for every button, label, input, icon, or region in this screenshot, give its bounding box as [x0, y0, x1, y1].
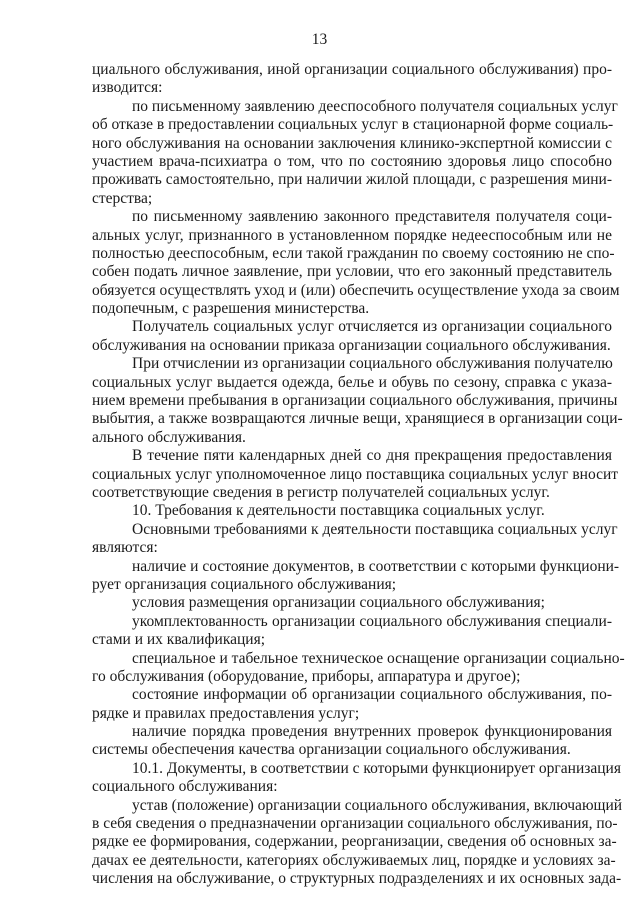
text-line: рядке и правилах предоставления услуг;	[92, 704, 360, 722]
text-line: В течение пяти календарных дней со дня прекращения предоставления	[132, 447, 612, 465]
paragraph	[92, 686, 612, 723]
paragraph	[92, 97, 618, 208]
text-line: 10.1. Документы, в соответствии с которыми функционирует организация	[132, 759, 621, 777]
paragraph	[92, 447, 619, 502]
text-line: числения на обслуживание, о структурных подразделениях и их основных зада-	[92, 870, 622, 888]
text-line: стерства;	[92, 189, 153, 207]
text-line: го обслуживания (оборудование, приборы, аппаратура и другое);	[92, 667, 521, 685]
text-line: по письменному заявлению дееспособного получателя социальных услуг	[132, 97, 618, 115]
text-line: обязуется осуществлять уход и (или) обеспечить осуществление ухода за своим	[92, 281, 620, 299]
document-body	[92, 61, 625, 889]
text-line: изводится:	[92, 79, 163, 97]
text-line: состояние информации об организации социального обслуживания, по-	[132, 686, 612, 704]
text-line: рядке ее формирования, содержании, реорганизации, сведения об основных за-	[92, 833, 617, 851]
text-line: дачах ее деятельности, категориях обслуживаемых лиц, порядке и условиях за-	[92, 851, 616, 869]
text-line: нием времени пребывания в организации социального обслуживания, причины	[92, 392, 618, 410]
text-line: циального обслуживания, иной организации социального обслуживания) про-	[92, 61, 612, 78]
text-line: специальное и табельное техническое оснащение организации социально-	[132, 649, 625, 667]
paragraph	[92, 208, 620, 318]
text-line: укомплектованность организации социального обслуживания специали-	[132, 612, 612, 630]
text-line: рует организация социального обслуживания;	[92, 575, 397, 593]
text-line: об отказе в предоставлении социальных услуг в стационарной форме социаль-	[92, 116, 614, 134]
paragraph	[92, 557, 620, 595]
text-line: Получатель социальных услуг отчисляется из организации социального	[132, 318, 612, 336]
text-line: в себя сведения о предназначении организации социального обслуживания, по-	[92, 815, 618, 833]
text-line: условия размещения организации социального обслуживания;	[132, 594, 545, 612]
text-line: собен подать личное заявление, при условии, что его законный представитель	[92, 263, 612, 281]
text-line: наличие и состояние документов, в соответствии с которыми функциони-	[132, 557, 620, 575]
text-line: стами и их квалификация;	[92, 631, 266, 649]
paragraph	[92, 520, 618, 558]
text-line: социальных услуг выдается одежда, белье и обувь по сезону, справка с указа-	[92, 373, 612, 391]
paragraph	[92, 594, 612, 612]
page-number: 13	[311, 31, 328, 48]
text-line: обслуживания на основании приказа организации социального обслуживания.	[92, 336, 611, 354]
text-line: системы обеспечения качества организации социального обслуживания.	[92, 741, 571, 759]
text-line: социальных услуг уполномоченное лицо поставщика социальных услуг вносит	[92, 465, 619, 483]
paragraph	[92, 649, 625, 687]
text-line: При отчислении из организации социального обслуживания получателю	[132, 355, 613, 373]
paragraph	[92, 759, 621, 797]
text-line: 10. Требования к деятельности поставщика социальных услуг.	[132, 502, 545, 520]
paragraph	[92, 502, 612, 520]
text-line: по письменному заявлению законного представителя получателя соци-	[132, 208, 612, 226]
text-line: ного обслуживания на основании заключения клинико-экспертной комиссии с	[92, 134, 612, 152]
text-line: участием врача-психиатра о том, что по состоянию здоровья лицо способно	[92, 152, 612, 170]
paragraph	[92, 61, 612, 98]
text-line: ального обслуживания.	[92, 428, 246, 446]
text-line: Основными требованиями к деятельности поставщика социальных услуг	[132, 520, 618, 538]
paragraph	[92, 796, 623, 889]
text-line: соответствующие сведения в регистр получателей социальных услуг.	[92, 483, 550, 501]
paragraph	[92, 355, 623, 447]
text-line: наличие порядка проведения внутренних проверок функционирования	[132, 723, 612, 741]
text-line: подопечным, с разрешения министерства.	[92, 300, 370, 318]
paragraph	[92, 723, 612, 760]
text-line: проживать самостоятельно, при наличии жилой площади, с разрешения мини-	[92, 171, 612, 189]
text-line: выбытия, а также возвращаются личные вещи, хранящиеся в организации соци-	[92, 410, 623, 428]
text-line: устав (положение) организации социального обслуживания, включающий	[132, 796, 623, 814]
text-line: социального обслуживания:	[92, 778, 278, 796]
text-line: полностью дееспособным, если такой гражданин по своему состоянию не спо-	[92, 244, 615, 262]
paragraph	[92, 318, 612, 355]
text-line: альных услуг, признанного в установленном порядке недееспособным или не	[92, 226, 612, 244]
paragraph	[92, 613, 612, 650]
text-line: являются:	[92, 539, 158, 557]
